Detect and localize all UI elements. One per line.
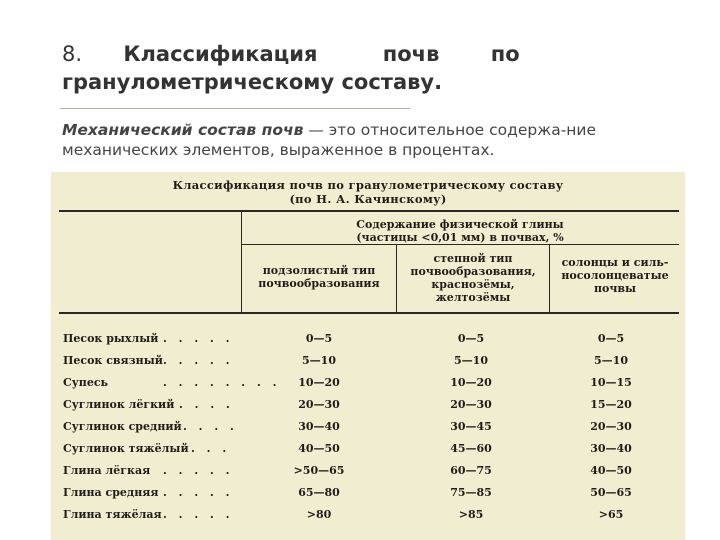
column-header-podzolic [243,264,395,290]
table-row [51,505,685,527]
group-header [241,218,679,244]
value-podzolic: 30—40 [298,420,340,433]
value-steppe: 0—5 [457,332,485,345]
value-podzolic: 5—10 [302,354,336,367]
leader-dots: . . . . [179,398,234,411]
title-number: 8. [62,42,83,66]
value-solonetz: 15—20 [590,398,632,411]
value-podzolic: 20—30 [298,398,340,411]
leader-dots: . . . . . . . . [163,376,281,389]
table-row [51,439,685,461]
value-steppe: 75—85 [450,486,492,499]
value-solonetz: 40—50 [590,464,632,477]
value-steppe: 60—75 [450,464,492,477]
column-header-line: почвообразования [258,277,380,290]
group-header-line: Содержание физической глины [356,218,564,231]
table-row [51,417,685,439]
column-divider [396,244,397,313]
leader-dots: . . . . . [163,486,234,499]
column-header-line: подзолистый тип [262,264,376,277]
soil-name: Суглинок средний [63,420,182,433]
soil-name: Глина тяжёлая [63,508,162,521]
value-solonetz: 30—40 [590,442,632,455]
value-podzolic: 0—5 [305,332,333,345]
table-top-rule [59,210,679,212]
soil-name: Глина средняя [63,486,159,499]
column-header-line: носолонцеватые [561,269,669,282]
title-word: почв [382,42,440,66]
value-solonetz: 10—15 [590,376,632,389]
value-steppe: 45—60 [450,442,492,455]
soil-name: Песок рыхлый [63,332,159,345]
column-header-steppe [398,252,548,304]
table-row [51,461,685,483]
intro-term: Механический состав почв [62,121,304,139]
value-solonetz: >65 [598,508,624,521]
value-podzolic: >50—65 [293,464,345,477]
value-podzolic: 10—20 [298,376,340,389]
value-solonetz: 50—65 [590,486,632,499]
leader-dots: . . . . . [163,332,234,345]
title-word: по [490,42,520,66]
table-header-rule [59,312,679,314]
title-word: Классификация [123,42,318,66]
soil-name: Суглинок лёгкий [63,398,175,411]
value-podzolic: >80 [306,508,332,521]
column-header-line: степной тип [433,252,513,265]
classification-table-scan [51,172,685,540]
value-podzolic: 65—80 [298,486,340,499]
value-steppe: 5—10 [454,354,488,367]
value-steppe: >85 [458,508,484,521]
leader-dots: . . . [191,442,231,455]
column-header-line: почвы [593,282,637,295]
column-divider [549,244,550,313]
title-divider [60,108,410,109]
table-caption: Классификация почв по гранулометрическому составу [172,178,564,192]
table-caption-author: (по Н. А. Качинскому) [289,192,447,206]
slide-title [62,40,532,96]
table-group-rule [241,244,679,245]
table-row [51,395,685,417]
column-header-line: почвообразования, [410,265,536,278]
table-row [51,351,685,373]
column-header-solonetz [551,256,679,295]
leader-dots: . . . . . [163,508,234,521]
value-solonetz: 0—5 [597,332,625,345]
column-header-line: солонцы и силь- [561,256,669,269]
intro-paragraph [62,120,702,160]
soil-name: Супесь [63,376,109,389]
value-podzolic: 40—50 [298,442,340,455]
soil-name: Суглинок тяжёлый [63,442,189,455]
value-solonetz: 5—10 [594,354,628,367]
value-steppe: 10—20 [450,376,492,389]
column-header-line: краснозёмы, [431,278,515,291]
value-steppe: 30—45 [450,420,492,433]
table-row [51,373,685,395]
table-row [51,483,685,505]
group-header-line: (частицы <0,01 мм) в почвах, % [356,231,564,244]
value-solonetz: 20—30 [590,420,632,433]
leader-dots: . . . . [183,420,238,433]
value-steppe: 20—30 [450,398,492,411]
table-row [51,329,685,351]
leader-dots: . . . . . [163,354,234,367]
soil-name: Глина лёгкая [63,464,151,477]
intro-text: — это относительное содержа-ние механических элементов, выраженное в процентах. [62,121,597,159]
column-header-line: желтозёмы [435,291,511,304]
title-line-2: гранулометрическому составу. [62,70,443,94]
leader-dots: . . . . . [163,464,234,477]
soil-name: Песок связный [63,354,163,367]
